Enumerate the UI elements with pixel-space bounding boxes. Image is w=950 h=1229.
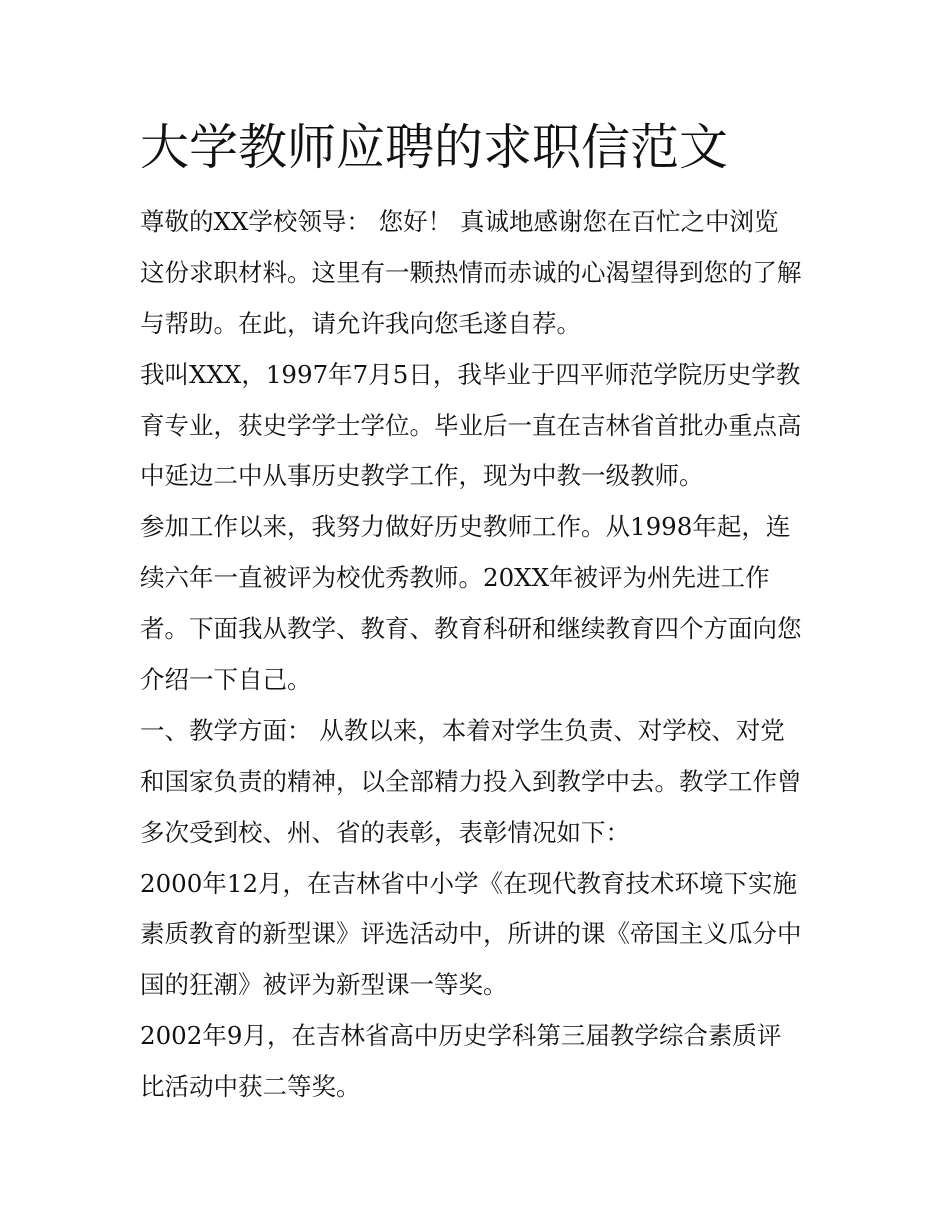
text-line: 介绍一下自己。 <box>140 665 312 695</box>
text-line: 参加工作以来，我努力做好历史教师工作。从1998年起，连 <box>140 512 791 542</box>
document-body <box>140 197 830 1113</box>
text-line: 这份求职材料。这里有一颗热情而赤诚的心渴望得到您的了解 <box>140 257 802 287</box>
text-line: 育专业，获史学学士学位。毕业后一直在吉林省首批办重点高 <box>140 410 802 440</box>
document-title: 大学教师应聘的求职信范文 <box>140 119 729 176</box>
text-line: 与帮助。在此，请允许我向您毛遂自荐。 <box>140 308 581 338</box>
text-line: 一、教学方面： 从教以来，本着对学生负责、对学校、对党 <box>140 715 785 745</box>
text-line: 我叫XXX，1997年7月5日，我毕业于四平师范学院历史学教 <box>140 359 801 389</box>
text-line: 国的狂潮》被评为新型课一等奖。 <box>140 970 508 1000</box>
text-line: 者。下面我从教学、教育、教育科研和继续教育四个方面向您 <box>140 614 802 644</box>
text-line: 中延边二中从事历史教学工作，现为中教一级教师。 <box>140 461 704 491</box>
text-line: 续六年一直被评为校优秀教师。20XX年被评为州先进工作 <box>140 563 770 593</box>
text-line: 素质教育的新型课》评选活动中，所讲的课《帝国主义瓜分中 <box>140 919 802 949</box>
text-line: 多次受到校、州、省的表彰，表彰情况如下： <box>140 817 630 847</box>
text-line: 和国家负责的精神，以全部精力投入到教学中去。教学工作曾 <box>140 766 802 796</box>
text-line: 比活动中获二等奖。 <box>140 1072 361 1102</box>
text-line: 2000年12月，在吉林省中小学《在现代教育技术环境下实施 <box>140 868 798 898</box>
text-line: 尊敬的XX学校领导： 您好！ 真诚地感谢您在百忙之中浏览 <box>140 207 779 236</box>
text-line: 2002年9月，在吉林省高中历史学科第三届教学综合素质评 <box>140 1021 782 1051</box>
